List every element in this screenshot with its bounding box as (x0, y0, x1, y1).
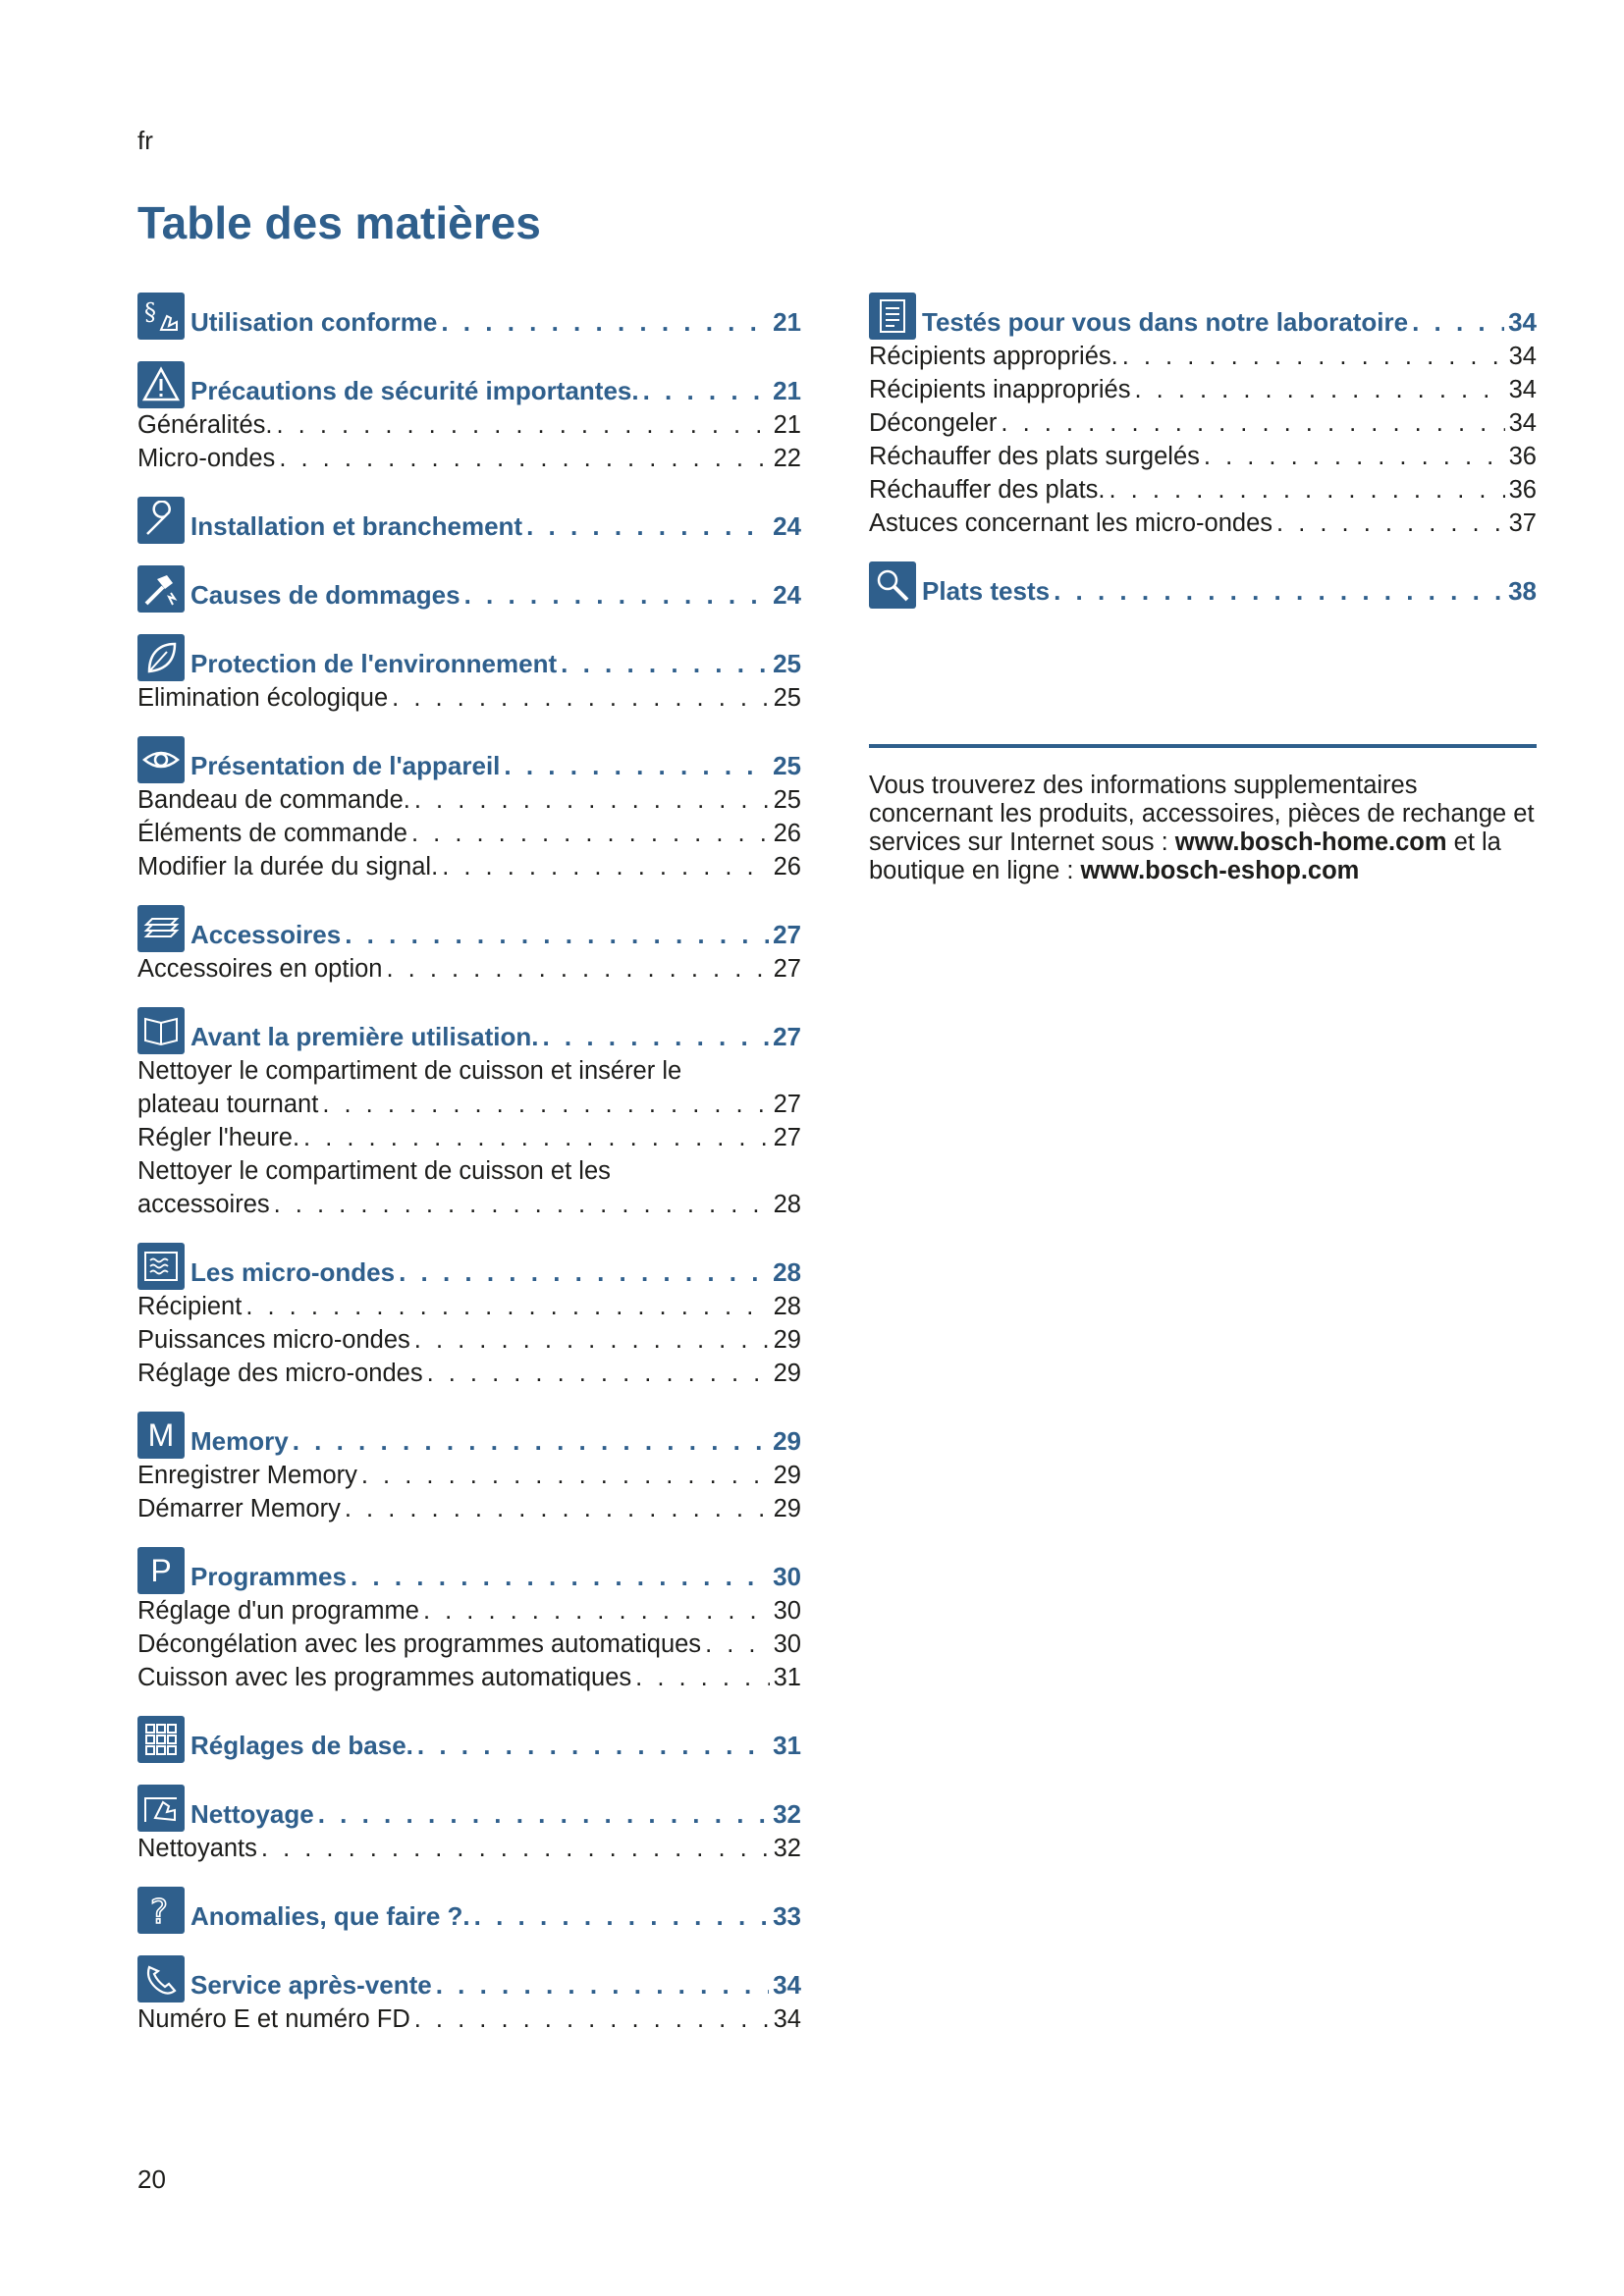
book-hand-icon (137, 1007, 185, 1054)
toc-section (137, 1777, 801, 1865)
toc-heading-line (190, 580, 801, 613)
toc-entry-page: 32 (773, 1835, 801, 1862)
dot-leader (417, 1731, 769, 1761)
phone-icon (137, 1955, 185, 2002)
toc-section (137, 353, 801, 475)
toc-entry-label: Réglage des micro-ondes (137, 1360, 423, 1387)
toc-entry[interactable] (137, 1323, 801, 1357)
toc-section (869, 554, 1537, 609)
icon-letter: M (147, 1416, 175, 1453)
dot-leader (318, 1799, 769, 1830)
toc-section (137, 1948, 801, 2036)
toc-entry[interactable] (137, 1121, 801, 1154)
toc-heading-page: 38 (1508, 576, 1537, 606)
toc-heading-label: Avant la première utilisation. (190, 1022, 539, 1051)
toc-section-heading[interactable] (137, 1777, 801, 1832)
toc-heading-label: Réglages de base. (190, 1731, 413, 1760)
toc-entry[interactable] (869, 406, 1537, 440)
toc-entry-page: 25 (773, 684, 801, 712)
toc-heading-line (190, 1562, 801, 1594)
dot-leader (411, 817, 770, 850)
paragraph-hand-icon (137, 293, 185, 340)
toc-entry-page: 22 (773, 445, 801, 472)
toc-entry-page: 28 (773, 1293, 801, 1320)
toc-entry[interactable] (137, 1459, 801, 1492)
toc-heading-page: 34 (1508, 307, 1537, 337)
dot-leader (474, 1901, 769, 1932)
toc-entry[interactable] (137, 2002, 801, 2036)
toc-entry-page: 31 (773, 1664, 801, 1691)
toc-heading-label: Installation et branchement (190, 511, 523, 541)
toc-heading-line (190, 307, 801, 340)
toc-heading-line (190, 1257, 801, 1290)
dot-leader (504, 751, 769, 781)
dot-leader (441, 307, 769, 338)
dot-leader (414, 2002, 770, 2036)
dot-leader (464, 580, 770, 611)
toc-section-heading[interactable] (137, 1404, 801, 1459)
toc-section (137, 489, 801, 544)
toc-entry[interactable] (137, 817, 801, 850)
toc-heading-page: 33 (773, 1901, 801, 1931)
toc-heading-page: 31 (773, 1731, 801, 1760)
dot-leader (414, 783, 770, 817)
info-paragraph (869, 772, 1537, 885)
toc-section-heading[interactable] (137, 285, 801, 340)
toc-heading-line (190, 920, 801, 952)
toc-entry[interactable] (137, 1492, 801, 1525)
toc-heading-label: Protection de l'environnement (190, 649, 558, 678)
toc-entry-label: Démarrer Memory (137, 1495, 341, 1522)
dot-leader (423, 1594, 770, 1628)
toc-heading-page: 30 (773, 1562, 801, 1591)
toc-entry[interactable] (137, 1290, 801, 1323)
toc-left-column (137, 285, 801, 2050)
toc-heading-page: 25 (773, 649, 801, 678)
toc-heading-label: Les micro-ondes (190, 1257, 396, 1287)
toc-entry-page: 29 (773, 1326, 801, 1354)
toc-section-heading[interactable] (137, 1948, 801, 2002)
toc-entry-page: 27 (773, 1091, 801, 1118)
toc-heading-label: Programmes (190, 1562, 347, 1591)
dot-leader (245, 1290, 769, 1323)
eye-icon (137, 736, 185, 783)
toc-entry-line (137, 1088, 801, 1121)
toc-entry[interactable] (137, 442, 801, 475)
page-number: 20 (137, 2164, 166, 2194)
toc-entry-label: Cuisson avec les programmes automatiques (137, 1664, 632, 1691)
toc-section (137, 1879, 801, 1934)
toc-entry-label: Numéro E et numéro FD (137, 2005, 410, 2033)
toc-heading-page: 21 (773, 376, 801, 405)
toc-entry-page: 34 (1508, 376, 1537, 403)
dot-leader (261, 1832, 770, 1865)
dot-leader (345, 920, 769, 950)
toc-entry-label: Enregistrer Memory (137, 1462, 357, 1489)
toc-entry-label: plateau tournant (137, 1091, 319, 1118)
toc-entry-line: Nettoyer le compartiment de cuisson et insérer le (137, 1057, 682, 1085)
toc-section-heading[interactable] (869, 285, 1537, 340)
toc-heading-line (190, 511, 801, 544)
dot-leader (561, 649, 769, 679)
cleaning-hand-icon (137, 1785, 185, 1832)
programmes-p-icon (137, 1547, 185, 1594)
toc-entry-page: 30 (773, 1630, 801, 1658)
grid-settings-icon (137, 1716, 185, 1763)
toc-section-heading[interactable] (137, 1539, 801, 1594)
toc-entry-line (137, 1188, 801, 1221)
dot-leader (351, 1562, 769, 1592)
toc-heading-line (190, 1426, 801, 1459)
toc-entry-label: Généralités. (137, 411, 273, 439)
toc-entry[interactable] (137, 681, 801, 715)
toc-entry-page: 28 (773, 1191, 801, 1218)
dot-leader (277, 408, 770, 442)
dot-leader (643, 376, 769, 406)
toc-entry-page: 26 (773, 820, 801, 847)
dot-leader (392, 681, 769, 715)
toc-entry-label: Puissances micro-ondes (137, 1326, 410, 1354)
toc-section (137, 1404, 801, 1525)
leaf-icon (137, 634, 185, 681)
toc-entry-label: Réchauffer des plats surgelés (869, 443, 1200, 470)
microwave-waves-icon (137, 1243, 185, 1290)
toc-section-heading[interactable] (137, 1235, 801, 1290)
toc-entry-page: 26 (773, 853, 801, 881)
toc-section (137, 1539, 801, 1694)
toc-heading-page: 28 (773, 1257, 801, 1287)
toc-entry[interactable] (137, 1054, 801, 1121)
toc-entry-page: 21 (773, 411, 801, 439)
dot-leader (345, 1492, 770, 1525)
toc-heading-page: 27 (773, 1022, 801, 1051)
dot-leader (1412, 307, 1504, 338)
toc-entry-page: 34 (773, 2005, 801, 2033)
toc-heading-line (922, 576, 1537, 609)
dot-leader (442, 850, 769, 883)
toc-entry-label: Réglage d'un programme (137, 1597, 419, 1625)
dot-leader (1122, 340, 1505, 373)
svg-text:§: § (144, 298, 156, 326)
toc-section-heading[interactable] (869, 554, 1537, 609)
toc-entry-label: Elimination écologique (137, 684, 389, 712)
toc-entry-page: 37 (1508, 509, 1537, 537)
dot-leader (274, 1188, 770, 1221)
toc-section (137, 897, 801, 986)
dot-leader (1054, 576, 1504, 607)
toc-entry-page: 29 (773, 1360, 801, 1387)
toc-section-heading[interactable] (137, 897, 801, 952)
divider (869, 744, 1537, 748)
bosch-eshop-link[interactable]: www.bosch-eshop.com (1080, 857, 1360, 884)
dot-leader (386, 952, 769, 986)
toc-entry-label: Récipients inappropriés (869, 376, 1131, 403)
toc-section-heading[interactable] (137, 353, 801, 408)
toc-heading-label: Précautions de sécurité importantes. (190, 376, 639, 405)
dot-leader (279, 442, 769, 475)
toc-entry-label: Récipients appropriés. (869, 343, 1118, 370)
dot-leader (1204, 440, 1505, 473)
toc-section (137, 1708, 801, 1763)
toc-heading-line (190, 1970, 801, 2002)
toc-entry-page: 27 (773, 955, 801, 983)
toc-entry-label: Micro-ondes (137, 445, 276, 472)
toc-heading-line (922, 307, 1537, 340)
toc-entry-label: Décongélation avec les programmes automatiques (137, 1630, 702, 1658)
toc-heading-page: 29 (773, 1426, 801, 1456)
toc-section-heading[interactable] (137, 1879, 801, 1934)
toc-entry[interactable] (137, 1357, 801, 1390)
toc-entry[interactable] (137, 1832, 801, 1865)
magnifier-icon (869, 561, 916, 609)
toc-entry-page: 29 (773, 1462, 801, 1489)
dot-leader (1001, 406, 1504, 440)
dot-leader (705, 1628, 770, 1661)
toc-heading-page: 34 (773, 1970, 801, 2000)
toc-heading-page: 24 (773, 580, 801, 610)
toc-entry-label: Récipient (137, 1293, 243, 1320)
toc-entry[interactable] (869, 373, 1537, 406)
toc-heading-page: 24 (773, 511, 801, 541)
toc-entry-label: Régler l'heure. (137, 1124, 300, 1151)
toc-section (137, 728, 801, 883)
toc-heading-label: Nettoyage (190, 1799, 314, 1829)
toc-entry-page: 36 (1508, 443, 1537, 470)
dot-leader (635, 1661, 769, 1694)
toc-heading-label: Testés pour vous dans notre laboratoire (922, 307, 1409, 337)
toc-entry-page: 30 (773, 1597, 801, 1625)
toc-heading-line (190, 376, 801, 408)
hammer-damage-icon (137, 565, 185, 613)
dot-leader (293, 1426, 769, 1457)
toc-heading-label: Causes de dommages (190, 580, 460, 610)
stacked-trays-icon (137, 905, 185, 952)
toc-entry-label: Réchauffer des plats. (869, 476, 1106, 504)
toc-heading-label: Utilisation conforme (190, 307, 438, 337)
dot-leader (1134, 373, 1504, 406)
svg-text:?: ? (150, 1893, 169, 1930)
toc-entry-page: 29 (773, 1495, 801, 1522)
page-title: Table des matières (137, 197, 541, 248)
toc-section (137, 999, 801, 1221)
toc-right-column (869, 285, 1537, 622)
toc-entry-label: Bandeau de commande. (137, 786, 410, 814)
toc-heading-label: Memory (190, 1426, 289, 1456)
toc-entry-label: Accessoires en option (137, 955, 383, 983)
toc-section (137, 558, 801, 613)
dot-leader (436, 1970, 769, 2001)
bosch-home-link[interactable]: www.bosch-home.com (1174, 828, 1447, 856)
toc-entry-page: 34 (1508, 343, 1537, 370)
toc-entry-label: accessoires (137, 1191, 270, 1218)
toc-section-heading[interactable] (137, 626, 801, 681)
toc-entry-label: Nettoyants (137, 1835, 257, 1862)
toc-entry-line: Nettoyer le compartiment de cuisson et les (137, 1157, 611, 1185)
toc-heading-page: 25 (773, 751, 801, 780)
toc-section-heading[interactable] (137, 558, 801, 613)
dot-leader (542, 1022, 769, 1052)
toc-section-heading[interactable] (137, 999, 801, 1054)
info-text: et la boutique en ligne : (869, 828, 1501, 884)
wrench-icon (137, 497, 185, 544)
dot-leader (322, 1088, 769, 1121)
toc-entry-page: 34 (1508, 409, 1537, 437)
toc-heading-page: 27 (773, 920, 801, 949)
toc-heading-line (190, 1799, 801, 1832)
toc-entry-label: Astuces concernant les micro-ondes (869, 509, 1273, 537)
toc-entry[interactable] (137, 408, 801, 442)
toc-heading-label: Accessoires (190, 920, 342, 949)
toc-section-heading[interactable] (137, 728, 801, 783)
toc-entry[interactable] (869, 440, 1537, 473)
toc-entry-label: Éléments de commande (137, 820, 407, 847)
toc-heading-label: Anomalies, que faire ?. (190, 1901, 470, 1931)
toc-entry[interactable] (137, 1628, 801, 1661)
language-code: fr (137, 126, 153, 155)
dot-leader (399, 1257, 769, 1288)
toc-heading-page: 21 (773, 307, 801, 337)
toc-section (137, 285, 801, 340)
document-list-icon (869, 293, 916, 340)
toc-heading-label: Plats tests (922, 576, 1051, 606)
toc-entry[interactable] (137, 952, 801, 986)
memory-m-icon (137, 1412, 185, 1459)
toc-heading-line (190, 1901, 801, 1934)
toc-entry[interactable] (869, 507, 1537, 540)
toc-entry-page: 27 (773, 1124, 801, 1151)
dot-leader (414, 1323, 770, 1357)
toc-section-heading[interactable] (137, 1708, 801, 1763)
toc-entry-label: Modifier la durée du signal. (137, 853, 439, 881)
toc-heading-label: Présentation de l'appareil (190, 751, 501, 780)
toc-entry-label: Décongeler (869, 409, 998, 437)
warning-triangle-icon (137, 361, 185, 408)
toc-entry[interactable] (869, 473, 1537, 507)
toc-entry[interactable] (137, 1661, 801, 1694)
toc-entry[interactable] (137, 783, 801, 817)
question-mark-icon (137, 1887, 185, 1934)
toc-heading-label: Service après-vente (190, 1970, 432, 2000)
dot-leader (427, 1357, 770, 1390)
dot-leader (1276, 507, 1505, 540)
toc-heading-line (190, 1022, 801, 1054)
dot-leader (303, 1121, 770, 1154)
toc-entry[interactable] (137, 1594, 801, 1628)
dot-leader (1110, 473, 1505, 507)
toc-entry[interactable] (137, 1154, 801, 1221)
toc-section (137, 1235, 801, 1390)
info-text: Vous trouverez des informations supplementaires concernant les produits, accessoires, pièces de rechange et services sur Internet sous : (869, 772, 1535, 856)
toc-entry[interactable] (869, 340, 1537, 373)
toc-entry-page: 25 (773, 786, 801, 814)
toc-heading-line (190, 649, 801, 681)
toc-heading-line (190, 1731, 801, 1763)
toc-section-heading[interactable] (137, 489, 801, 544)
dot-leader (361, 1459, 770, 1492)
dot-leader (526, 511, 769, 542)
toc-heading-line (190, 751, 801, 783)
toc-section (869, 285, 1537, 540)
toc-entry-page: 36 (1508, 476, 1537, 504)
toc-heading-page: 32 (773, 1799, 801, 1829)
toc-section (137, 626, 801, 715)
icon-letter: P (150, 1552, 172, 1588)
toc-entry[interactable] (137, 850, 801, 883)
